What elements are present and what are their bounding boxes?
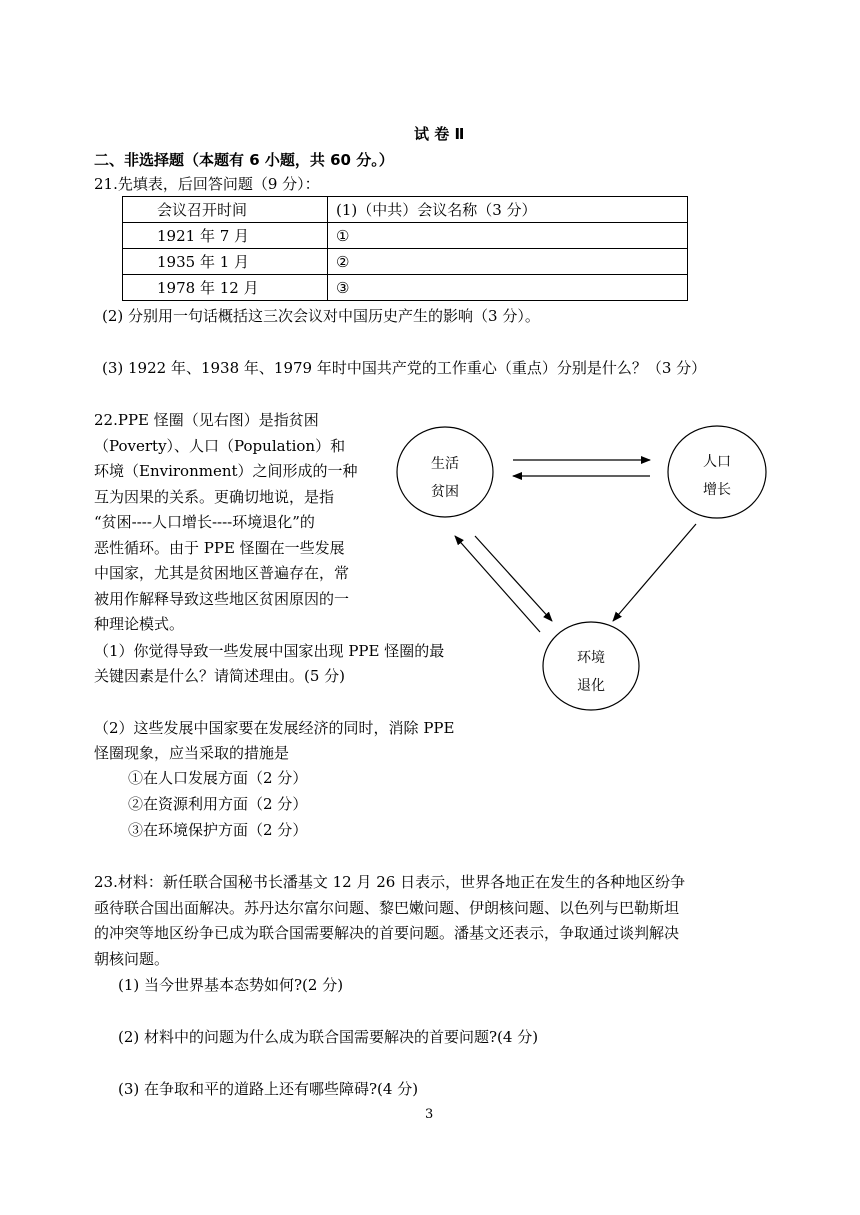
node-environment-line1: 环境 (577, 650, 605, 666)
q23-text-line: 亟待联合国出面解决。苏丹达尔富尔问题、黎巴嫩问题、伊朗核问题、以色列与巴勒斯坦 (94, 899, 680, 917)
q22-text-line: 恶性循环。由于 PPE 怪圈在一些发展 (94, 539, 345, 557)
section-heading: 二、非选择题（本题有 6 小题，共 60 分。） (94, 151, 394, 169)
q22-text-line: 22.PPE 怪圈（见右图）是指贫困 (94, 411, 319, 429)
q21-part2: (2) 分别用一句话概括这三次会议对中国历史产生的影响（3 分）。 (102, 307, 540, 325)
exam-part-title: 试 卷 Ⅱ (414, 125, 465, 143)
table-cell-time: 1921 年 7 月 (123, 223, 328, 249)
q23-part1: (1) 当今世界基本态势如何?(2 分) (118, 976, 344, 994)
q22-measure-item: ②在资源利用方面（2 分） (128, 795, 308, 813)
node-population-line2: 增长 (703, 482, 731, 498)
table-row (123, 223, 688, 249)
q22-text-line: “贫困----人口增长----环境退化”的 (94, 513, 315, 531)
q23-text-line: 的冲突等地区纷争已成为联合国需要解决的首要问题。潘基文还表示，争取通过谈判解决 (94, 924, 680, 942)
arrow-poverty-to-environment (475, 536, 552, 621)
q21-part3: (3) 1922 年、1938 年、1979 年时中国共产党的工作重心（重点）分别是什么？（3 分） (102, 359, 707, 377)
node-poverty-label (415, 450, 475, 506)
q22-text-line: （Poverty）、人口（Population）和 (94, 437, 346, 455)
q22-part1-line2: 关键因素是什么？请简述理由。(5 分) (94, 667, 346, 685)
q23-part3: (3) 在争取和平的道路上还有哪些障碍?(4 分) (118, 1080, 419, 1098)
table-cell-time: 1978 年 12 月 (123, 275, 328, 301)
meeting-table (122, 196, 688, 301)
q22-text-line: 中国家，尤其是贫困地区普遍存在，常 (94, 564, 350, 582)
table-row (123, 249, 688, 275)
q23-text-line: 朝核问题。 (94, 950, 170, 968)
arrow-environment-to-poverty (455, 536, 540, 632)
node-poverty-line1: 生活 (431, 456, 459, 472)
q22-text-line: 环境（Environment）之间形成的一种 (94, 462, 358, 480)
q22-part2-line1: （2）这些发展中国家要在发展经济的同时，消除 PPE (94, 719, 455, 737)
table-cell-name: ③ (328, 275, 688, 301)
table-cell-name: ② (328, 249, 688, 275)
q22-part1-line1: （1）你觉得导致一些发展中国家出现 PPE 怪圈的最 (94, 642, 445, 660)
q22-text-line: 被用作解释导致这些地区贫困原因的一 (94, 590, 350, 608)
node-environment-label (561, 644, 621, 700)
table-header-row (123, 197, 688, 223)
q21-intro: 21.先填表，后回答问题（9 分）： (94, 175, 320, 193)
q22-measure-item: ③在环境保护方面（2 分） (128, 821, 308, 839)
node-poverty-line2: 贫困 (431, 484, 459, 500)
page-number: 3 (425, 1107, 434, 1122)
table-header-name: (1)（中共）会议名称（3 分） (328, 197, 688, 223)
q23-part2: (2) 材料中的问题为什么成为联合国需要解决的首要问题?(4 分) (118, 1028, 539, 1046)
table-cell-time: 1935 年 1 月 (123, 249, 328, 275)
q23-text-line: 23.材料：新任联合国秘书长潘基文 12 月 26 日表示，世界各地正在发生的各种地区纷争 (94, 873, 686, 891)
q22-text-line: 互为因果的关系。更确切地说，是指 (94, 488, 335, 506)
q22-text-line: 种理论模式。 (94, 615, 185, 633)
node-population-line1: 人口 (703, 454, 731, 470)
node-environment-line2: 退化 (577, 678, 605, 694)
arrow-population-to-environment (613, 524, 696, 621)
table-header-time: 会议召开时间 (123, 197, 328, 223)
q22-measure-item: ①在人口发展方面（2 分） (128, 769, 308, 787)
q22-part2-line2: 怪圈现象，应当采取的措施是 (94, 744, 290, 762)
table-cell-name: ① (328, 223, 688, 249)
node-population-label (687, 448, 747, 504)
table-row (123, 275, 688, 301)
